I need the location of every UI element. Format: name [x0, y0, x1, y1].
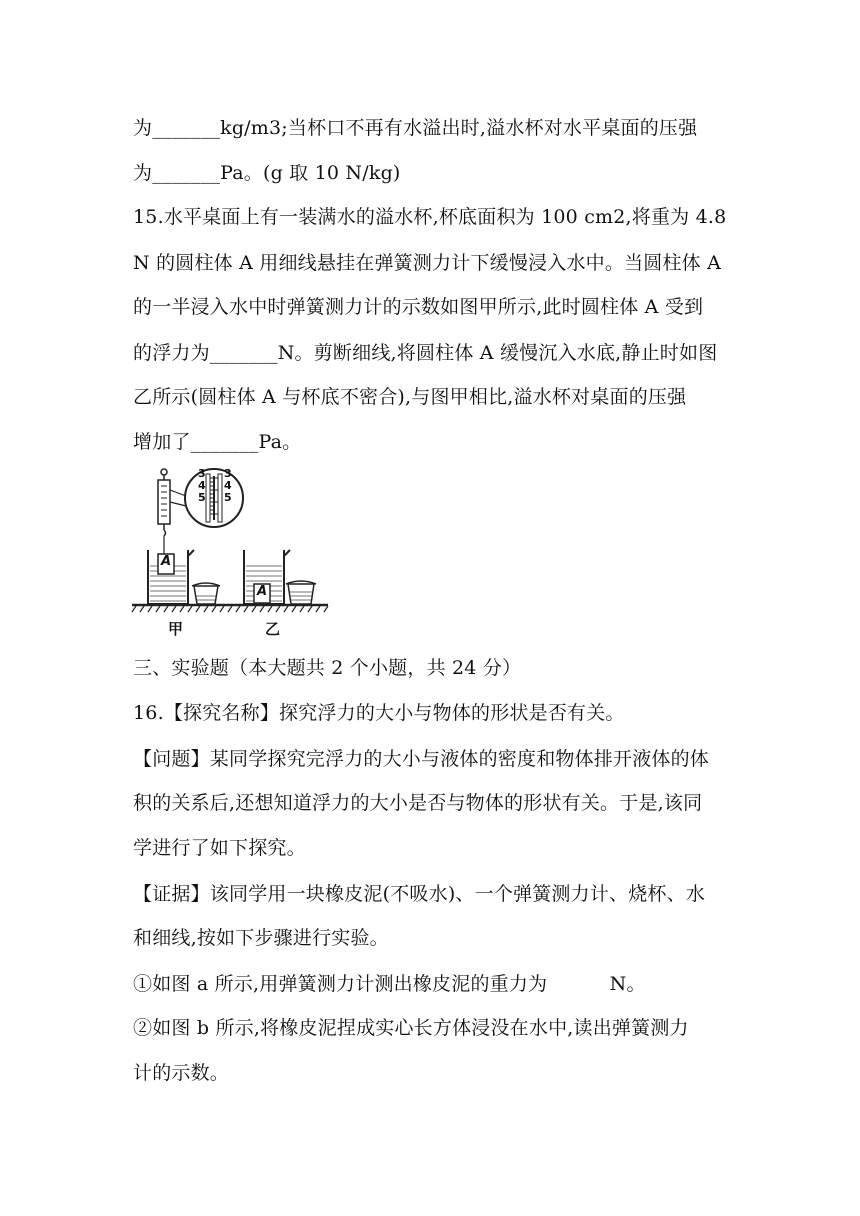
- text-line-18: 计的示数。: [133, 1062, 230, 1084]
- text-line-8: 增加了_______Pa。: [133, 431, 302, 453]
- block-label-right: A: [257, 584, 268, 599]
- section-heading: 三、实验题（本大题共 2 个小题，共 24 分）: [133, 657, 522, 679]
- buoyancy-figure: [128, 468, 338, 638]
- scale-number-5-right: 5: [224, 491, 232, 504]
- text-line-10: 16.【探究名称】探究浮力的大小与物体的形状是否有关。: [133, 702, 625, 724]
- text-line-1: 为_______kg/m3;当杯口不再有水溢出时,溢水杯对水平桌面的压强: [133, 117, 698, 139]
- caption-jia: 甲: [168, 620, 184, 638]
- text-line-4: N 的圆柱体 A 用细线悬挂在弹簧测力计下缓慢浸入水中。当圆柱体 A: [133, 252, 722, 274]
- figure-illustration: [128, 468, 338, 638]
- scale-number-4-right: 4: [224, 479, 232, 492]
- scale-number-4: 4: [198, 479, 206, 492]
- text-line-12: 积的关系后,还想知道浮力的大小是否与物体的形状有关。于是,该同: [133, 792, 703, 814]
- text-line-7: 乙所示(圆柱体 A 与杯底不密合),与图甲相比,溢水杯对桌面的压强: [133, 386, 687, 408]
- text-line-14: 【证据】该同学用一块橡皮泥(不吸水)、一个弹簧测力计、烧杯、水: [133, 883, 706, 905]
- scale-number-5: 5: [198, 491, 206, 504]
- text-line-17: ②如图 b 所示,将橡皮泥捏成实心长方体浸没在水中,读出弹簧测力: [133, 1017, 689, 1039]
- text-line-15: 和细线,按如下步骤进行实验。: [133, 927, 389, 949]
- text-line-11: 【问题】某同学探究完浮力的大小与液体的密度和物体排开液体的体: [133, 748, 710, 770]
- text-line-2: 为_______Pa。(g 取 10 N/kg): [133, 162, 401, 184]
- scale-number-3: 3: [198, 467, 206, 480]
- caption-yi: 乙: [265, 620, 281, 638]
- text-line-6: 的浮力为_______N。剪断细线,将圆柱体 A 缓慢沉入水底,静止时如图: [133, 342, 718, 364]
- block-label-left: A: [161, 554, 172, 569]
- text-line-13: 学进行了如下探究。: [133, 837, 306, 859]
- scale-number-3-right: 3: [224, 467, 232, 480]
- text-line-3: 15.水平桌面上有一装满水的溢水杯,杯底面积为 100 cm2,将重为 4.8: [133, 206, 727, 228]
- text-line-5: 的一半浸入水中时弹簧测力计的示数如图甲所示,此时圆柱体 A 受到: [133, 296, 704, 318]
- text-line-16: ①如图 a 所示,用弹簧测力计测出橡皮泥的重力为 N。: [133, 973, 646, 995]
